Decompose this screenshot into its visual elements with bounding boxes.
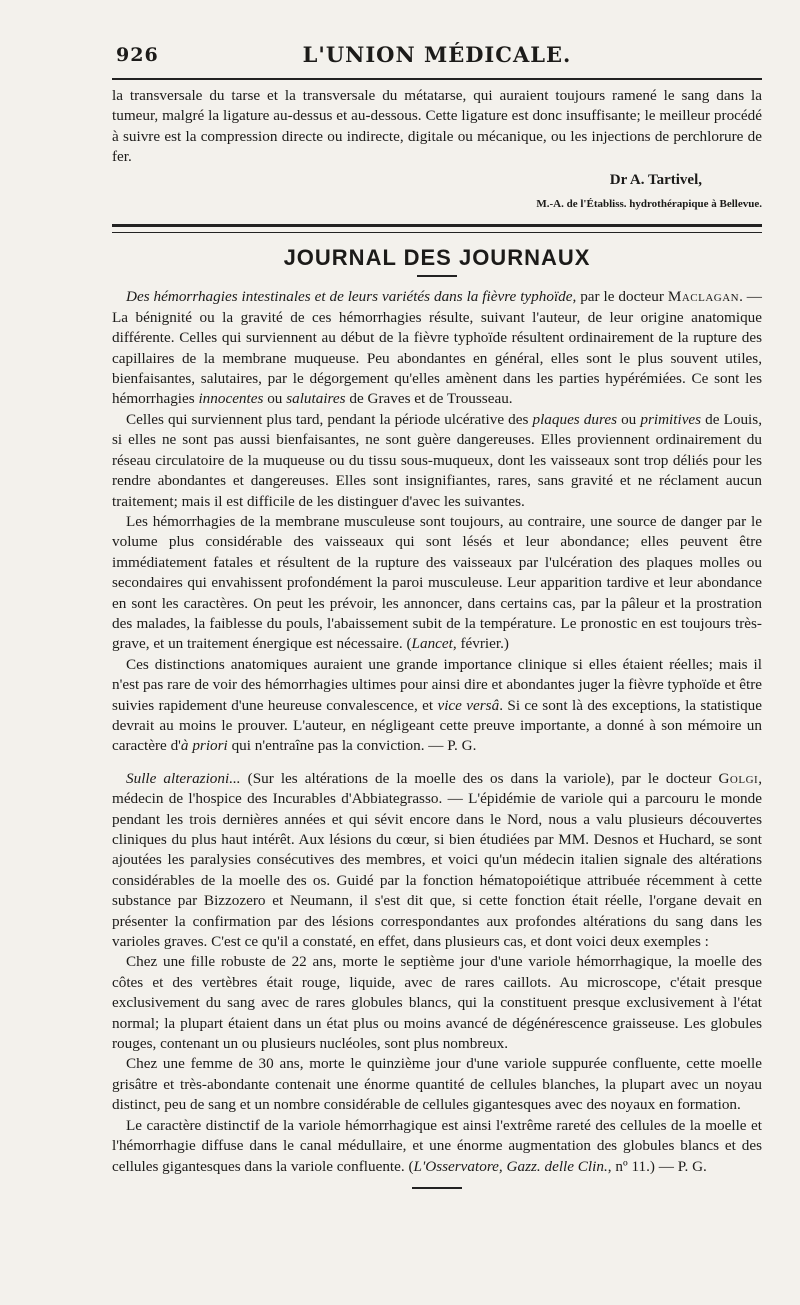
article2-author: Golgi — [718, 769, 759, 787]
article2-paragraph-3: Chez une femme de 30 ans, morte le quinzième jour d'une variole suppurée confluente, cette moelle grisâtre et très-abondante contenait une énorme quantité de cellules blanches, la plupart avec un noyau distinct, peu de sang et un nombre considérable de cellules gigantesques avec des noyaux en formation. — [112, 1055, 762, 1114]
article-hemorrhagies — [112, 287, 762, 756]
article2-title: Sulle alterazioni... — [126, 769, 241, 787]
article2-paragraph-1: Sulle alterazioni... (Sur les altérations de la moelle des os dans la variole), par le docteur Golgi, médecin de l'hospice des Incurables d'Abbiategrasso. — L'épidémie de variole qui a parcouru le monde pendant les trois dernières années et qui sévit encore dans le Nord, nous a valu plusieurs découvertes cliniques du plus haut intérêt. Aux lésions du cœur, si bien étudiées par MM. Desnos et Huchard, se sont ajoutées les paralysies consécutives des membres, et voici qu'un médecin italien signale des altérations considérables de la moelle des os. Guidé par la fonction hématopoiétique attribuée récemment à cette substance par Bizzozero et Neumann, il s'est dit que, si cette fonction était réelle, l'organe devait en présenter la confirmation par des lésions correspondantes aux profondes altérations du sang dans les varioles graves. C'est ce qu'il a constaté, en effet, dans plusieurs cas, et dont voici deux exemples : — [112, 769, 762, 951]
article1-title: Des hémorrhagies intestinales et de leurs variétés dans la fièvre typhoïde, — [126, 288, 577, 306]
running-header — [112, 38, 762, 80]
signature-name: Dr A. Tartivel, — [609, 171, 702, 188]
page-number: 926 — [116, 44, 159, 66]
section-title-rule — [417, 275, 457, 277]
article2-paragraph-4: Le caractère distinctif de la variole hémorrhagique est ainsi l'extrême rareté des cellules de la moelle et l'hémorrhagie diffuse dans le canal médullaire, et une énorme augmentation des globules blancs et des cellules gigantesques dans la variole confluente. (L'Osservatore, Gazz. delle Clin., nº 11.) — P. G. — [112, 1116, 762, 1175]
article1-author: Maclagan — [667, 288, 740, 306]
article1-paragraph-4: Ces distinctions anatomiques auraient une grande importance clinique si elles étaient réelles; mais il n'est pas rare de voir des hémorrhagies ultimes pour ainsi dire et abondantes juger la fièvre typhoïde et être suivies rapidement d'une heureuse convalescence, et vice versâ. Si ce sont là des exceptions, la statistique devrait au moins le prouver. L'auteur, en négligeant cette preuve importante, a donné à son mémoire un caractère d'à priori qui n'entraîne pas la conviction. — P. G. — [112, 655, 763, 755]
section-title: JOURNAL DES JOURNAUX — [283, 245, 591, 271]
intro-paragraph: la transversale du tarse et la transversale du métatarse, qui auraient toujours ramené le sang dans la tumeur, malgré la ligature au-dessus et au-dessous. Cette ligature est donc insuffisante; le meilleur procédé à suivre est la compression directe ou indirecte, digitale ou mécanique, ou les injections de perchlorure de fer. — [112, 87, 762, 166]
article1-paragraph-2: Celles qui surviennent plus tard, pendant la période ulcérative des plaques dures ou primitives de Louis, si elles ne sont pas aussi bienfaisantes, ne sont guère dangereuses. Elles proviennent ordinairement du réseau circulatoire de la muqueuse ou du tissu sous-muqueux, dont les vaisseaux sont trop déliés pour les rendre abondantes et dangereuses. Elles sont insignifiantes, rares, sans gravité et ne réclament aucun traitement; mais il est difficile de les distinguer d'avec les suivantes. — [112, 410, 762, 510]
end-rule — [412, 1187, 462, 1189]
intro-block — [112, 86, 762, 214]
journal-title: L'UNION MÉDICALE. — [302, 42, 572, 67]
article2-paragraph-2: Chez une fille robuste de 22 ans, morte le septième jour d'une variole hémorrhagique, la moelle des côtes et des vertèbres était rouge, liquide, avec de rares caillots. Au microscope, c'était presque exclusivement du sang avec de rares globules blancs, qui la constituent presque exclusivement à l'état normal; la plupart étaient dans un état plus ou moins avancé de dégénérescence graisseuse. Les globules rouges, contenant un ou plusieurs nucléoles, sont plus nombreux. — [112, 953, 762, 1053]
article1-paragraph-3: Les hémorrhagies de la membrane musculeuse sont toujours, au contraire, une source de danger par le volume plus considérable des vaisseaux qui sont lésés et leur abondance; elles peuvent être immédiatement fatales et résultent de la rupture des vaisseaux par l'ulcération des plaques molles ou secondaires qui envahissent profondément la paroi musculeuse. Leur apparition tardive et leur abondance en sont les caractères. On peut les prévoir, les annoncer, dans certains cas, par la pâleur et la prostration des malades, la faiblesse du pouls, l'abaissement subit de la température. Le pronostic en est toujours très-grave, et un traitement énergique est nécessaire. (Lancet, février.) — [112, 512, 762, 653]
signature-title: M.-A. de l'Établiss. hydrothérapique à Bellevue. — [536, 198, 762, 211]
article1-paragraph-1: Des hémorrhagies intestinales et de leurs variétés dans la fièvre typhoïde, par le docteur Maclagan. — La bénignité ou la gravité de ces hémorrhagies résulte, suivant l'auteur, de leur origine anatomique différente. Celles qui surviennent au début de la fièvre typhoïde résultent ordinairement de la rupture des capillaires de la membrane muqueuse. Peu abondantes en général, elles sont le plus souvent utiles, bienfaisantes, salutaires, par le dégorgement qu'elles amènent dans les parties hypérémiées. Ce sont les hémorrhagies innocentes ou salutaires de Graves et de Trousseau. — [112, 288, 762, 408]
article-moelle — [112, 769, 762, 1177]
section-divider — [112, 224, 762, 233]
